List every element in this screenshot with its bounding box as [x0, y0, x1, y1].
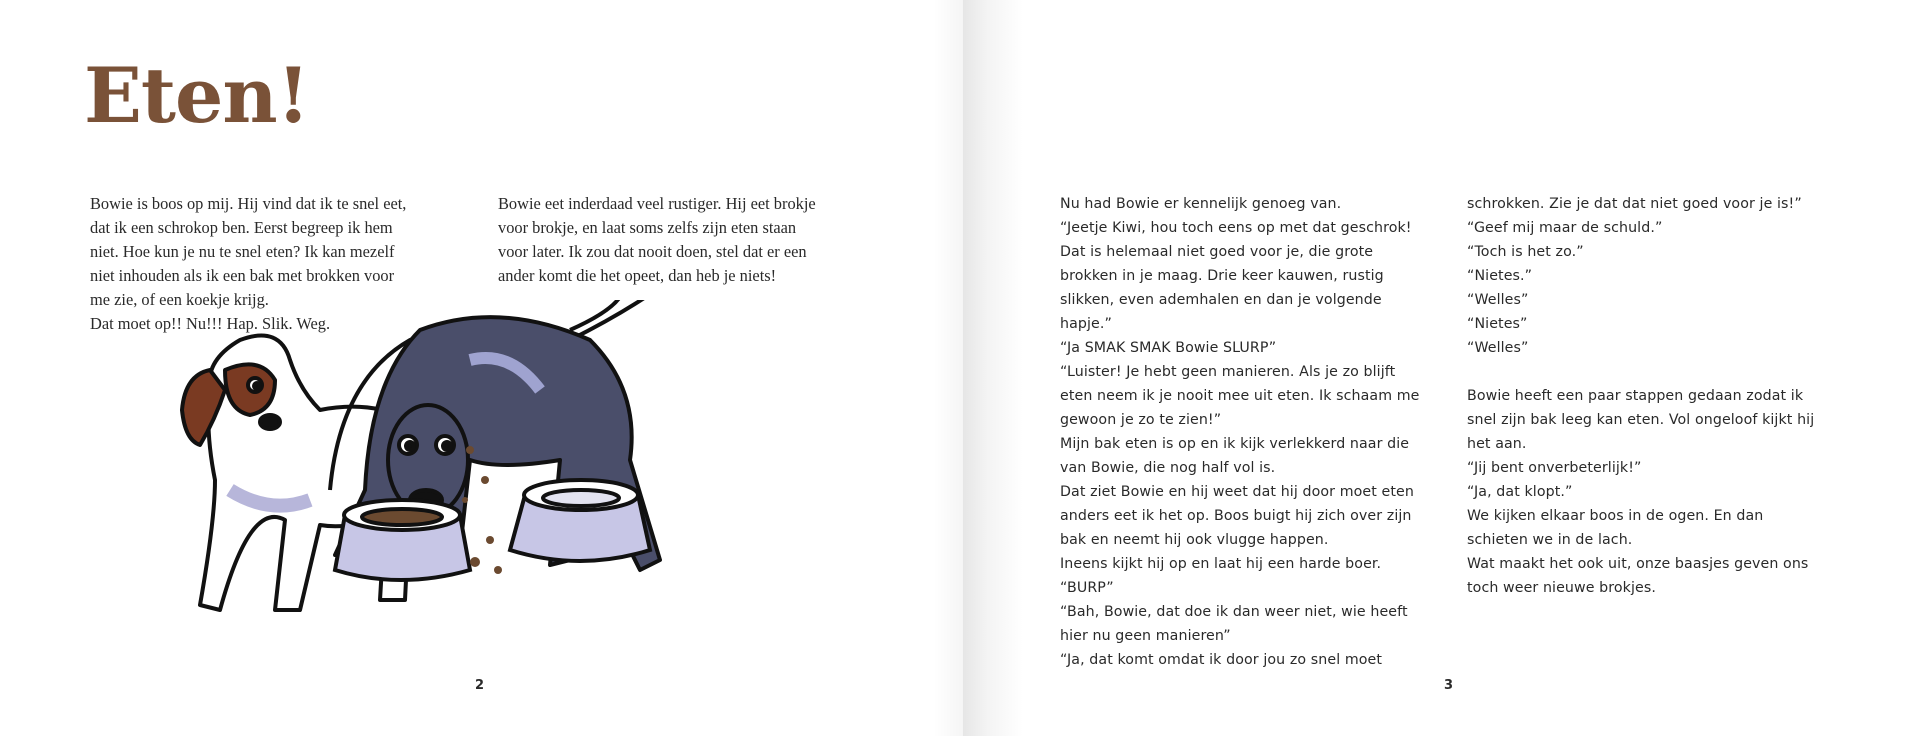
text-line: Dat moet op!! Nu!!! Hap. Slik. Weg.: [90, 314, 331, 333]
text-line: het aan.: [1467, 436, 1527, 452]
page-number: 2: [475, 678, 485, 693]
text-line: voor brokje, en laat soms zelfs zijn eten staan: [498, 218, 797, 237]
right-page: [963, 0, 1920, 736]
text-line: “Ja SMAK SMAK Bowie SLURP”: [1060, 340, 1277, 356]
text-line: “Ja, dat komt omdat ik door jou zo snel moet: [1060, 652, 1383, 668]
text-line: bak en neemt hij ook vlugge happen.: [1060, 532, 1329, 548]
text-line: slikken, even ademhalen en dan je volgende: [1060, 292, 1382, 308]
page-number: 3: [1444, 678, 1454, 693]
text-line: eten neem ik je nooit mee uit eten. Ik schaam me: [1060, 388, 1420, 404]
text-line: anders eet ik het op. Boos buigt hij zich over zijn: [1060, 508, 1412, 524]
text-line: niet inhouden als ik een bak met brokken voor: [90, 266, 395, 285]
right-column-2: [1467, 192, 1814, 600]
text-line: “Ja, dat klopt.”: [1467, 484, 1573, 500]
chapter-title: Eten!: [84, 51, 310, 140]
text-line: van Bowie, die nog half vol is.: [1060, 460, 1276, 476]
text-line: “Toch is het zo.”: [1467, 244, 1584, 260]
text-line: [1467, 360, 1814, 384]
text-line: hier nu geen manieren”: [1060, 628, 1231, 644]
text-line: Dat is helemaal niet goed voor je, die grote: [1060, 244, 1374, 260]
text-line: “Jeetje Kiwi, hou toch eens op met dat geschrok!: [1060, 220, 1412, 236]
text-line: Dat ziet Bowie en hij weet dat hij door moet eten: [1060, 484, 1414, 500]
text-line: Nu had Bowie er kennelijk genoeg van.: [1060, 196, 1342, 212]
text-line: Bowie heeft een paar stappen gedaan zodat ik: [1467, 388, 1804, 404]
text-line: hapje.”: [1060, 316, 1112, 332]
text-line: “Welles”: [1467, 340, 1529, 356]
text-line: Wat maakt het ook uit, onze baasjes geven ons: [1467, 556, 1809, 572]
left-column-2: [498, 192, 816, 288]
two-dogs-illustration: [170, 300, 770, 690]
text-line: snel zijn bak leeg kan eten. Vol ongeloof kijkt hij: [1467, 412, 1815, 428]
text-line: brokken in je maag. Drie keer kauwen, rustig: [1060, 268, 1384, 284]
text-line: voor later. Ik zou dat nooit doen, stel dat er een: [498, 242, 807, 261]
text-line: “BURP”: [1060, 580, 1114, 596]
text-line: Ineens kijkt hij op en laat hij een harde boer.: [1060, 556, 1382, 572]
text-line: dat ik een schrokop ben. Eerst begreep ik hem: [90, 218, 393, 237]
text-line: Mijn bak eten is op en ik kijk verlekkerd naar die: [1060, 436, 1410, 452]
text-line: “Nietes.”: [1467, 268, 1533, 284]
text-line: Bowie is boos op mij. Hij vind dat ik te snel eet,: [90, 194, 407, 213]
right-column-1: [1060, 192, 1420, 672]
text-line: “Welles”: [1467, 292, 1529, 308]
text-line: gewoon je zo te zien!”: [1060, 412, 1222, 428]
text-line: We kijken elkaar boos in de ogen. En dan: [1467, 508, 1764, 524]
text-line: “Bah, Bowie, dat doe ik dan weer niet, wie heeft: [1060, 604, 1408, 620]
text-line: niet. Hoe kun je nu te snel eten? Ik kan mezelf: [90, 242, 395, 261]
text-line: schrokken. Zie je dat dat niet goed voor je is!”: [1467, 196, 1802, 212]
text-line: Bowie eet inderdaad veel rustiger. Hij eet brokje: [498, 194, 816, 213]
text-line: “Geef mij maar de schuld.”: [1467, 220, 1663, 236]
text-line: ander komt die het opeet, dan heb je niets!: [498, 266, 777, 285]
text-line: schieten we in de lach.: [1467, 532, 1633, 548]
text-line: toch weer nieuwe brokjes.: [1467, 580, 1656, 596]
text-line: “Luister! Je hebt geen manieren. Als je zo blijft: [1060, 364, 1396, 380]
text-line: “Jij bent onverbeterlijk!”: [1467, 460, 1642, 476]
text-line: “Nietes”: [1467, 316, 1528, 332]
text-line: me zie, of een koekje krijg.: [90, 290, 269, 309]
